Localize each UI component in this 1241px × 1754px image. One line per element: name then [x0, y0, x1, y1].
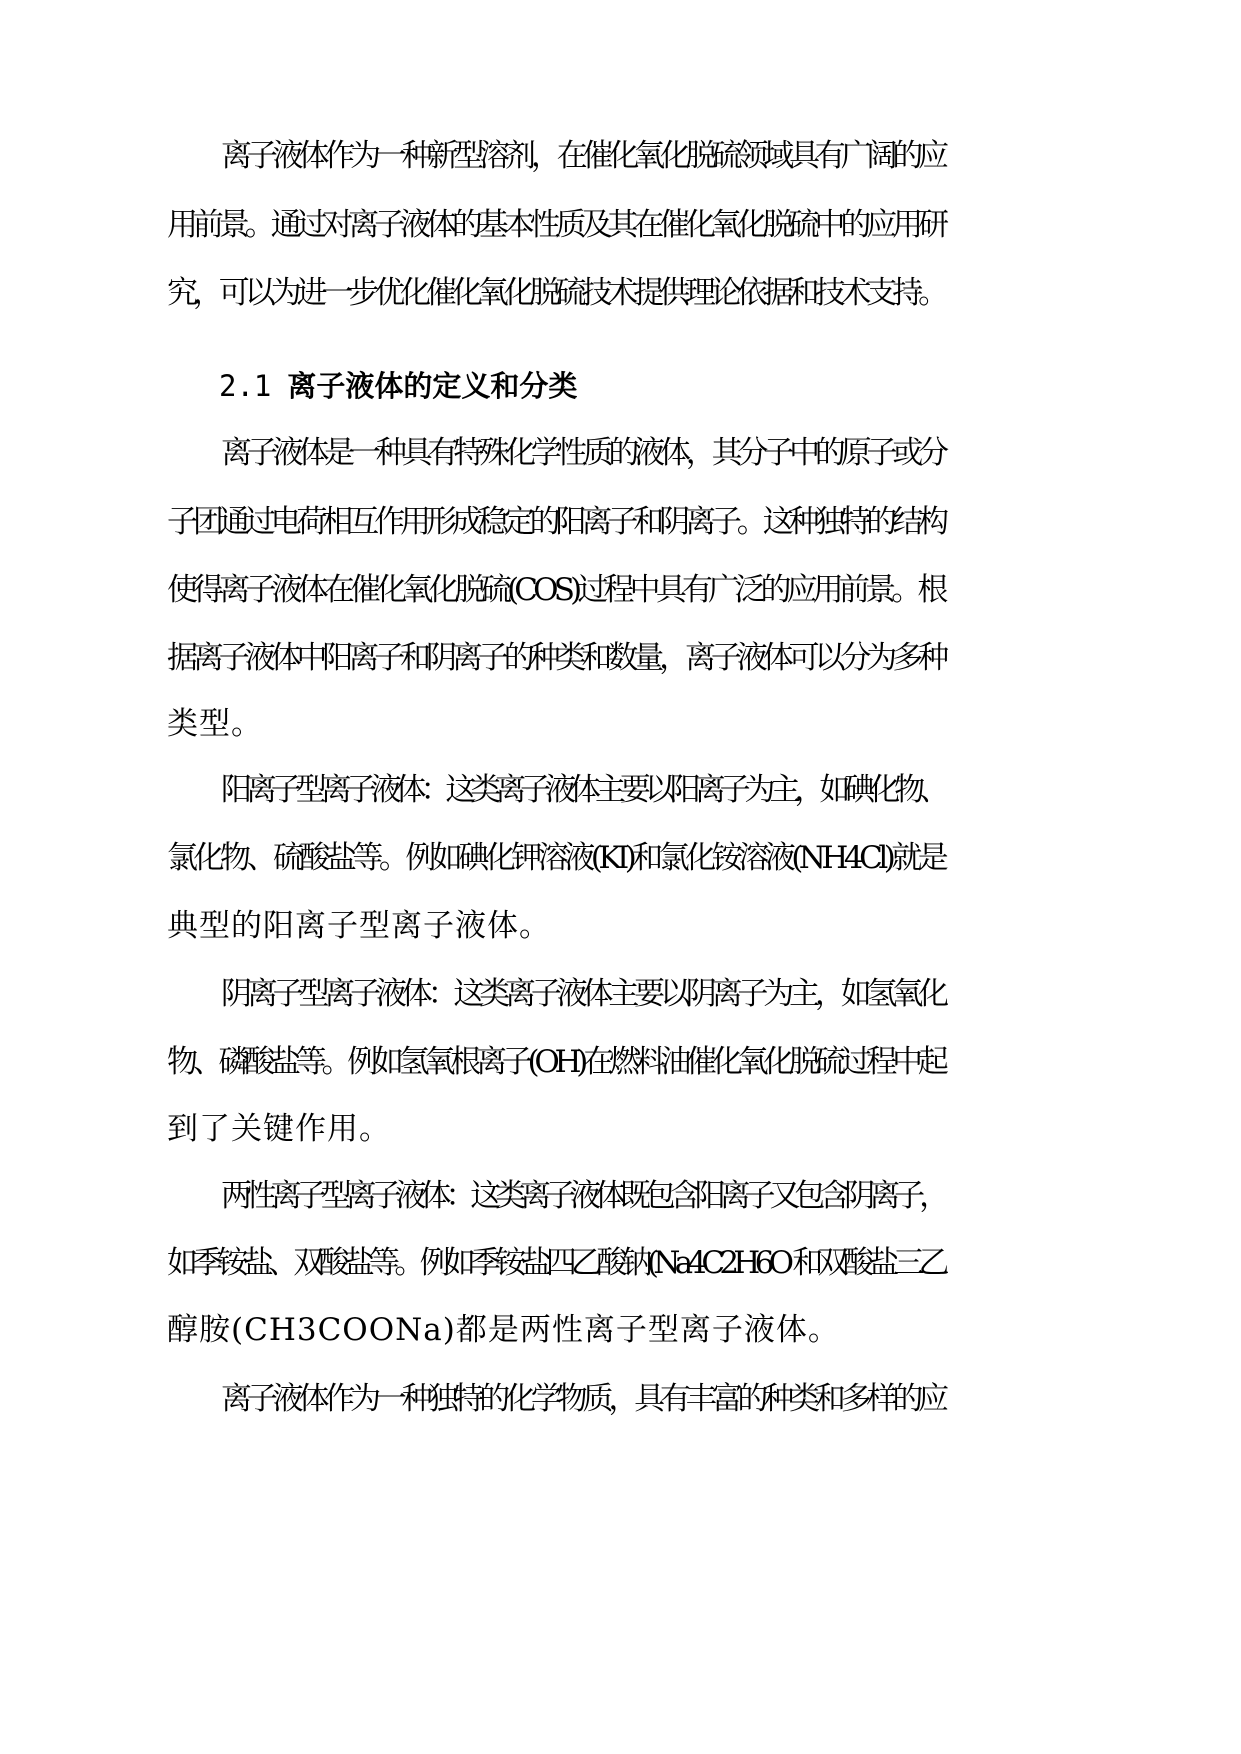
definition-line-3: 使得离子液体在催化氧化脱硫(COS)过程中具有广泛的应用前景。根 — [167, 572, 944, 608]
definition-line-4: 据离子液体中阳离子和阴离子的种类和数量，离子液体可以分为多种 — [167, 640, 944, 676]
definition-line-1: 离子液体是一种具有特殊化学性质的液体，其分子中的原子或分 — [221, 435, 944, 471]
intro-line-3: 究，可以为进一步优化催化氧化脱硫技术提供理论依据和技术支持。 — [167, 275, 944, 311]
anion-type-line-2: 物、磷酸盐等。例如氢氧根离子(OH)在燃料油催化氧化脱硫过程中起 — [167, 1044, 944, 1080]
cation-type-line-2: 氯化物、硫酸盐等。例如碘化钾溶液(KI)和氯化铵溶液(NH4Cl)就是 — [167, 840, 945, 876]
anion-type-line-1: 阴离子型离子液体：这类离子液体主要以阴离子为主，如氢氧化 — [221, 976, 944, 1012]
definition-line-5: 类型。 — [167, 706, 263, 742]
closing-line-1: 离子液体作为一种独特的化学物质，具有丰富的种类和多样的应 — [221, 1381, 944, 1417]
section-heading — [219, 366, 577, 406]
intro-line-2: 用前景。通过对离子液体的基本性质及其在催化氧化脱硫中的应用研 — [167, 207, 944, 243]
amphoteric-type-line-3: 醇胺(CH3COONa)都是两性离子型离子液体。 — [167, 1312, 840, 1348]
intro-line-1: 离子液体作为一种新型溶剂，在催化氧化脱硫领域具有广阔的应 — [221, 138, 944, 174]
section-title: 离子液体的定义和分类 — [287, 369, 578, 403]
cation-type-line-3: 典型的阳离子型离子液体。 — [167, 908, 551, 944]
anion-type-line-3: 到了关键作用。 — [167, 1111, 391, 1147]
amphoteric-type-line-2: 如季铵盐、双酸盐等。例如季铵盐四乙酸钠(Na4C2H6O 和双酸盐三乙 — [167, 1245, 944, 1281]
section-number: 2.1 — [219, 369, 272, 403]
cation-type-line-1: 阳离子型离子液体：这类离子液体主要以阳离子为主，如碘化物、 — [221, 772, 944, 808]
definition-line-2: 子团通过电荷相互作用形成稳定的阳离子和阴离子。这种独特的结构 — [167, 504, 944, 540]
amphoteric-type-line-1: 两性离子型离子液体：这类离子液体既包含阳离子又包含阴离子， — [221, 1178, 944, 1214]
